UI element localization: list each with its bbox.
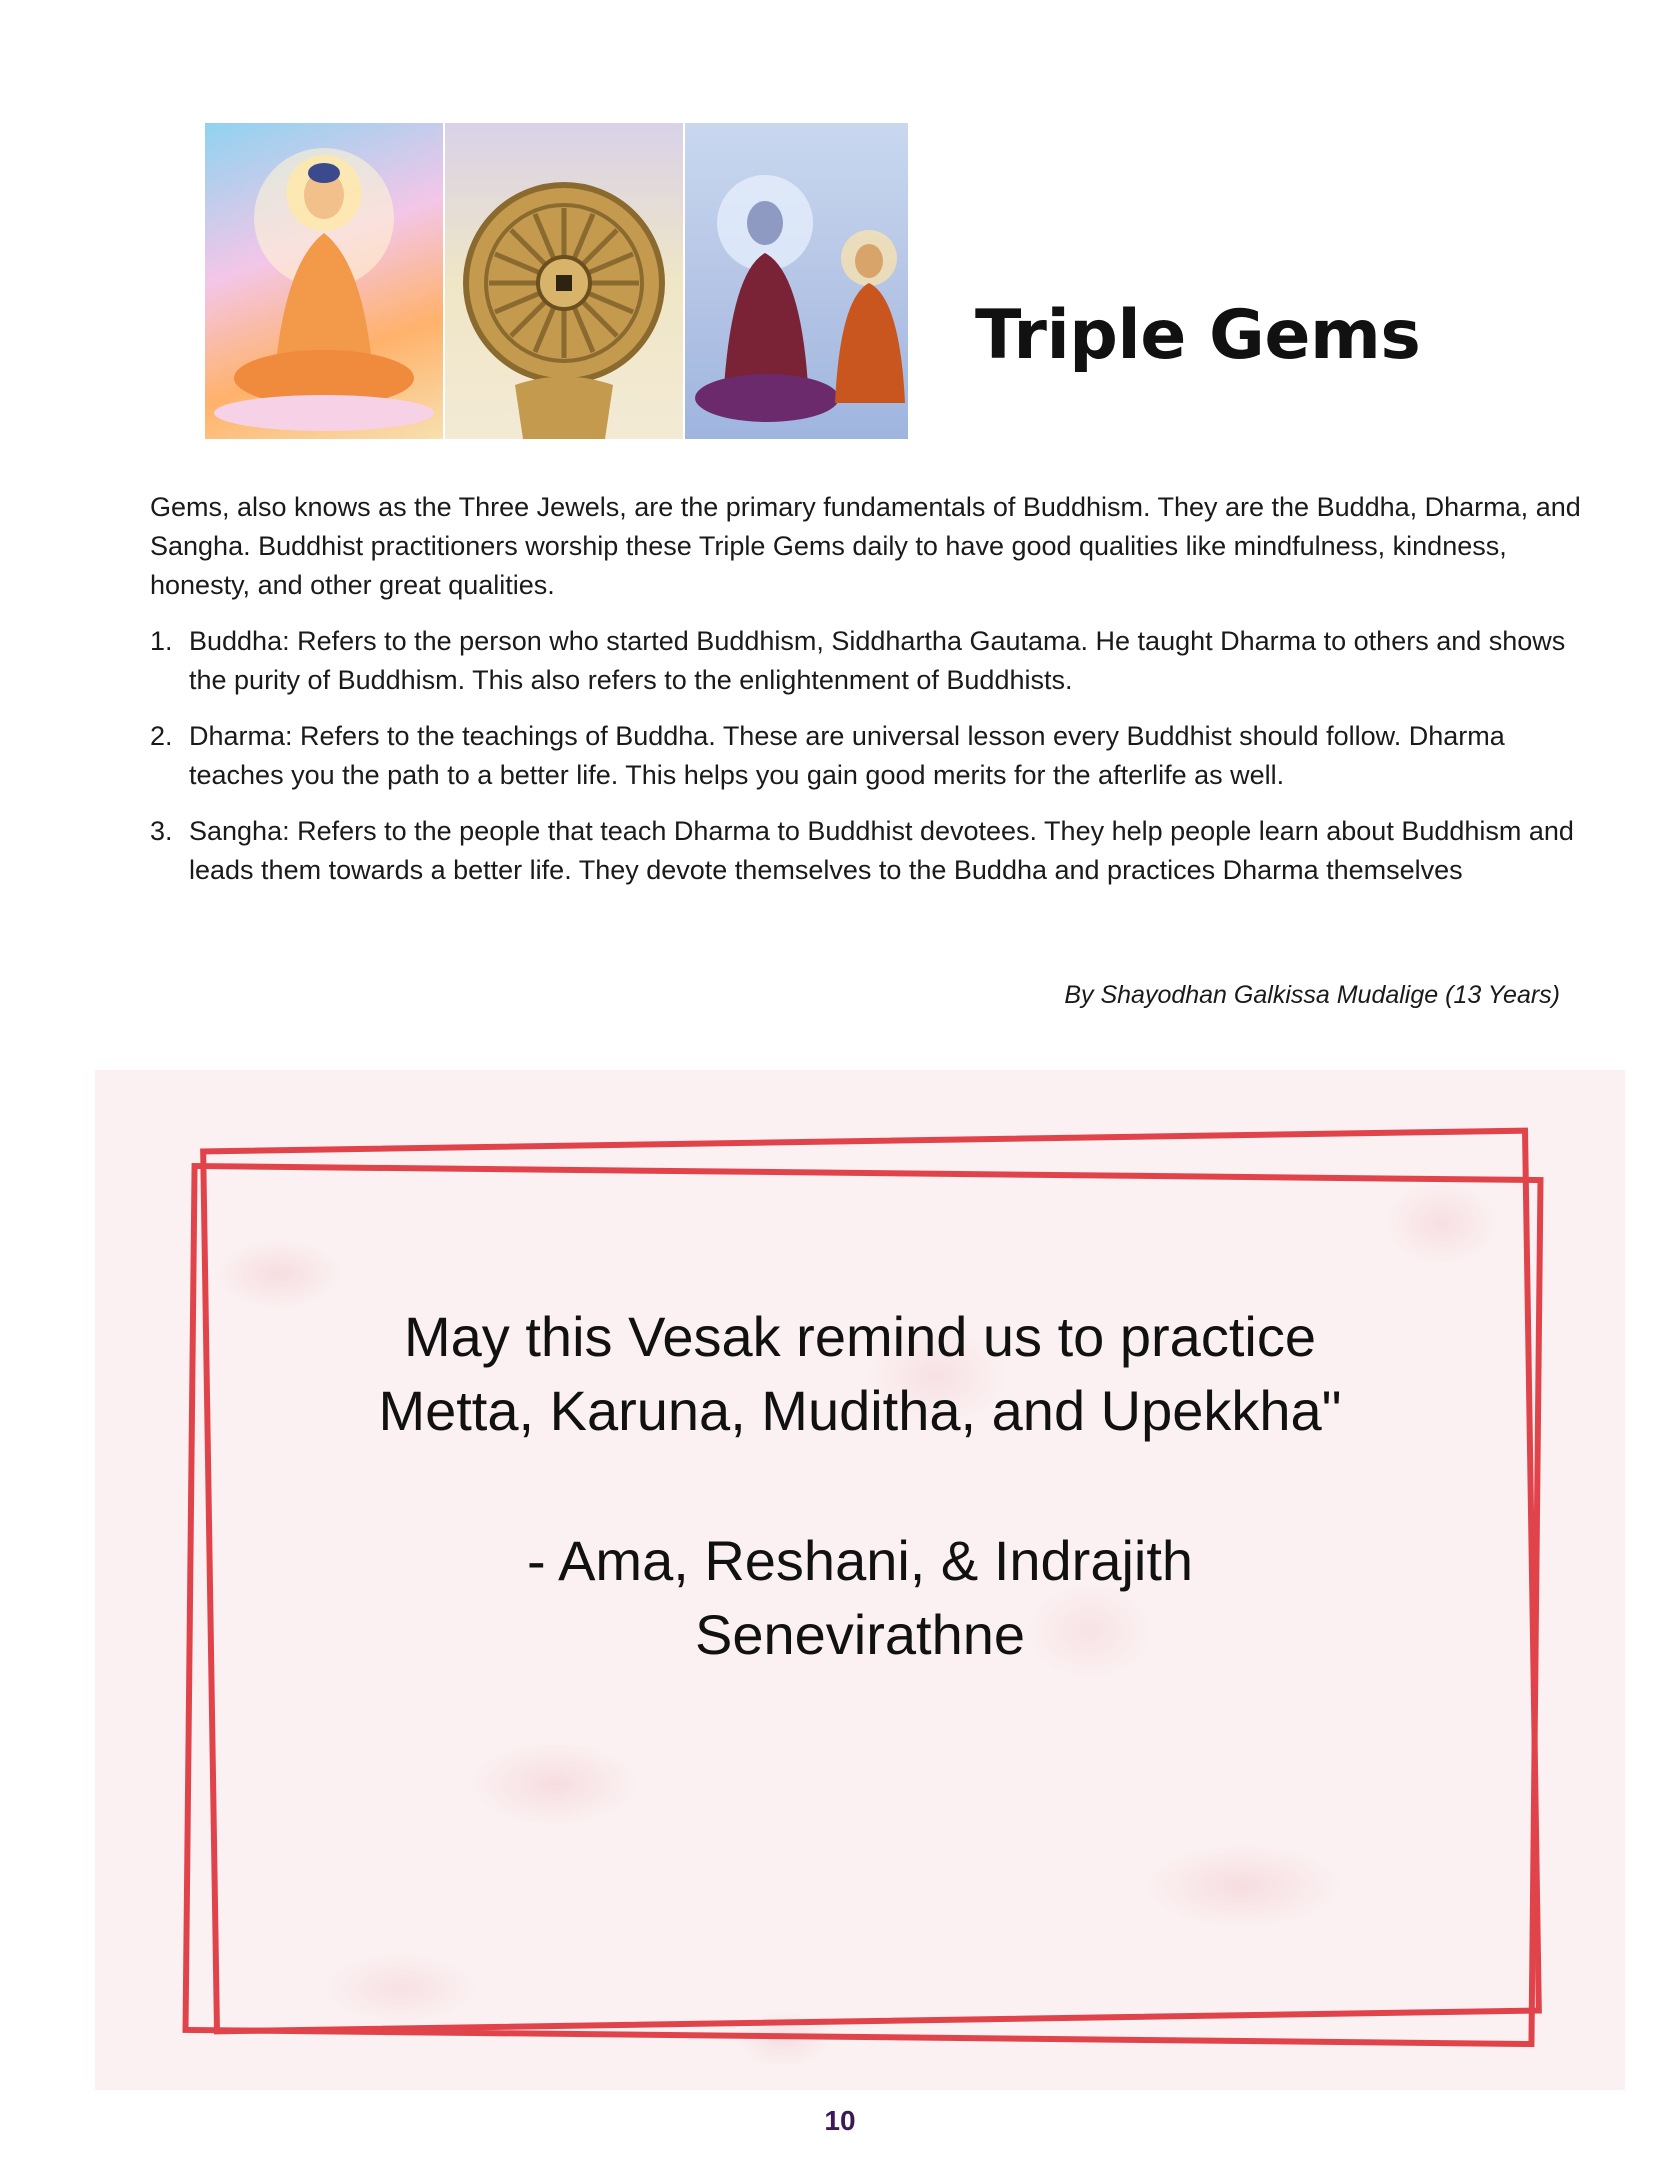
author-byline: By Shayodhan Galkissa Mudalige (13 Years) (1064, 981, 1560, 1009)
list-number: 1. (150, 626, 173, 656)
list-text: Buddha: Refers to the person who started Buddhism, Siddhartha Gautama. He taught Dharma to others and shows the purity of Buddhism. This also refers to the enlightenment of Buddhists. (189, 626, 1566, 695)
list-text: Sangha: Refers to the people that teach Dharma to Buddhist devotees. They help people learn about Buddhism and leads them towards a better life. They devote themselves to the Buddha and practices Dharma themselves (189, 816, 1574, 885)
dharma-wheel-image (445, 123, 683, 439)
list-number: 2. (150, 721, 173, 751)
page-number: 10 (824, 2105, 856, 2136)
list-text: Dharma: Refers to the teachings of Buddha. These are universal lesson every Buddhist should follow. Dharma teaches you the path to a better life. This helps you gain good merits for the afterlife as well. (189, 721, 1505, 790)
quote-line: May this Vesak remind us to practice (404, 1305, 1316, 1368)
triple-gems-list (150, 622, 1590, 907)
list-item (150, 717, 1590, 795)
triple-gems-image-strip (205, 123, 908, 439)
vesak-greeting-card (95, 1070, 1625, 2090)
buddha-image (205, 123, 443, 439)
list-item (150, 812, 1590, 890)
list-number: 3. (150, 816, 173, 846)
quote-line: Metta, Karuna, Muditha, and Upekkha" (378, 1379, 1342, 1442)
intro-paragraph: Gems, also knows as the Three Jewels, are the primary fundamentals of Buddhism. They are the Buddha, Dharma, and Sangha. Buddhist practitioners worship these Triple Gems daily to have good qualities like mindfulness, kindness, honesty, and other great qualities. (150, 492, 1581, 600)
page-title: Triple Gems (975, 295, 1421, 375)
list-item (150, 622, 1590, 700)
sangha-image (685, 123, 908, 439)
signature-line: - Ama, Reshani, & Indrajith (526, 1529, 1194, 1592)
greeting-quote (95, 1300, 1625, 1672)
signature-line: Senevirathne (694, 1603, 1025, 1666)
